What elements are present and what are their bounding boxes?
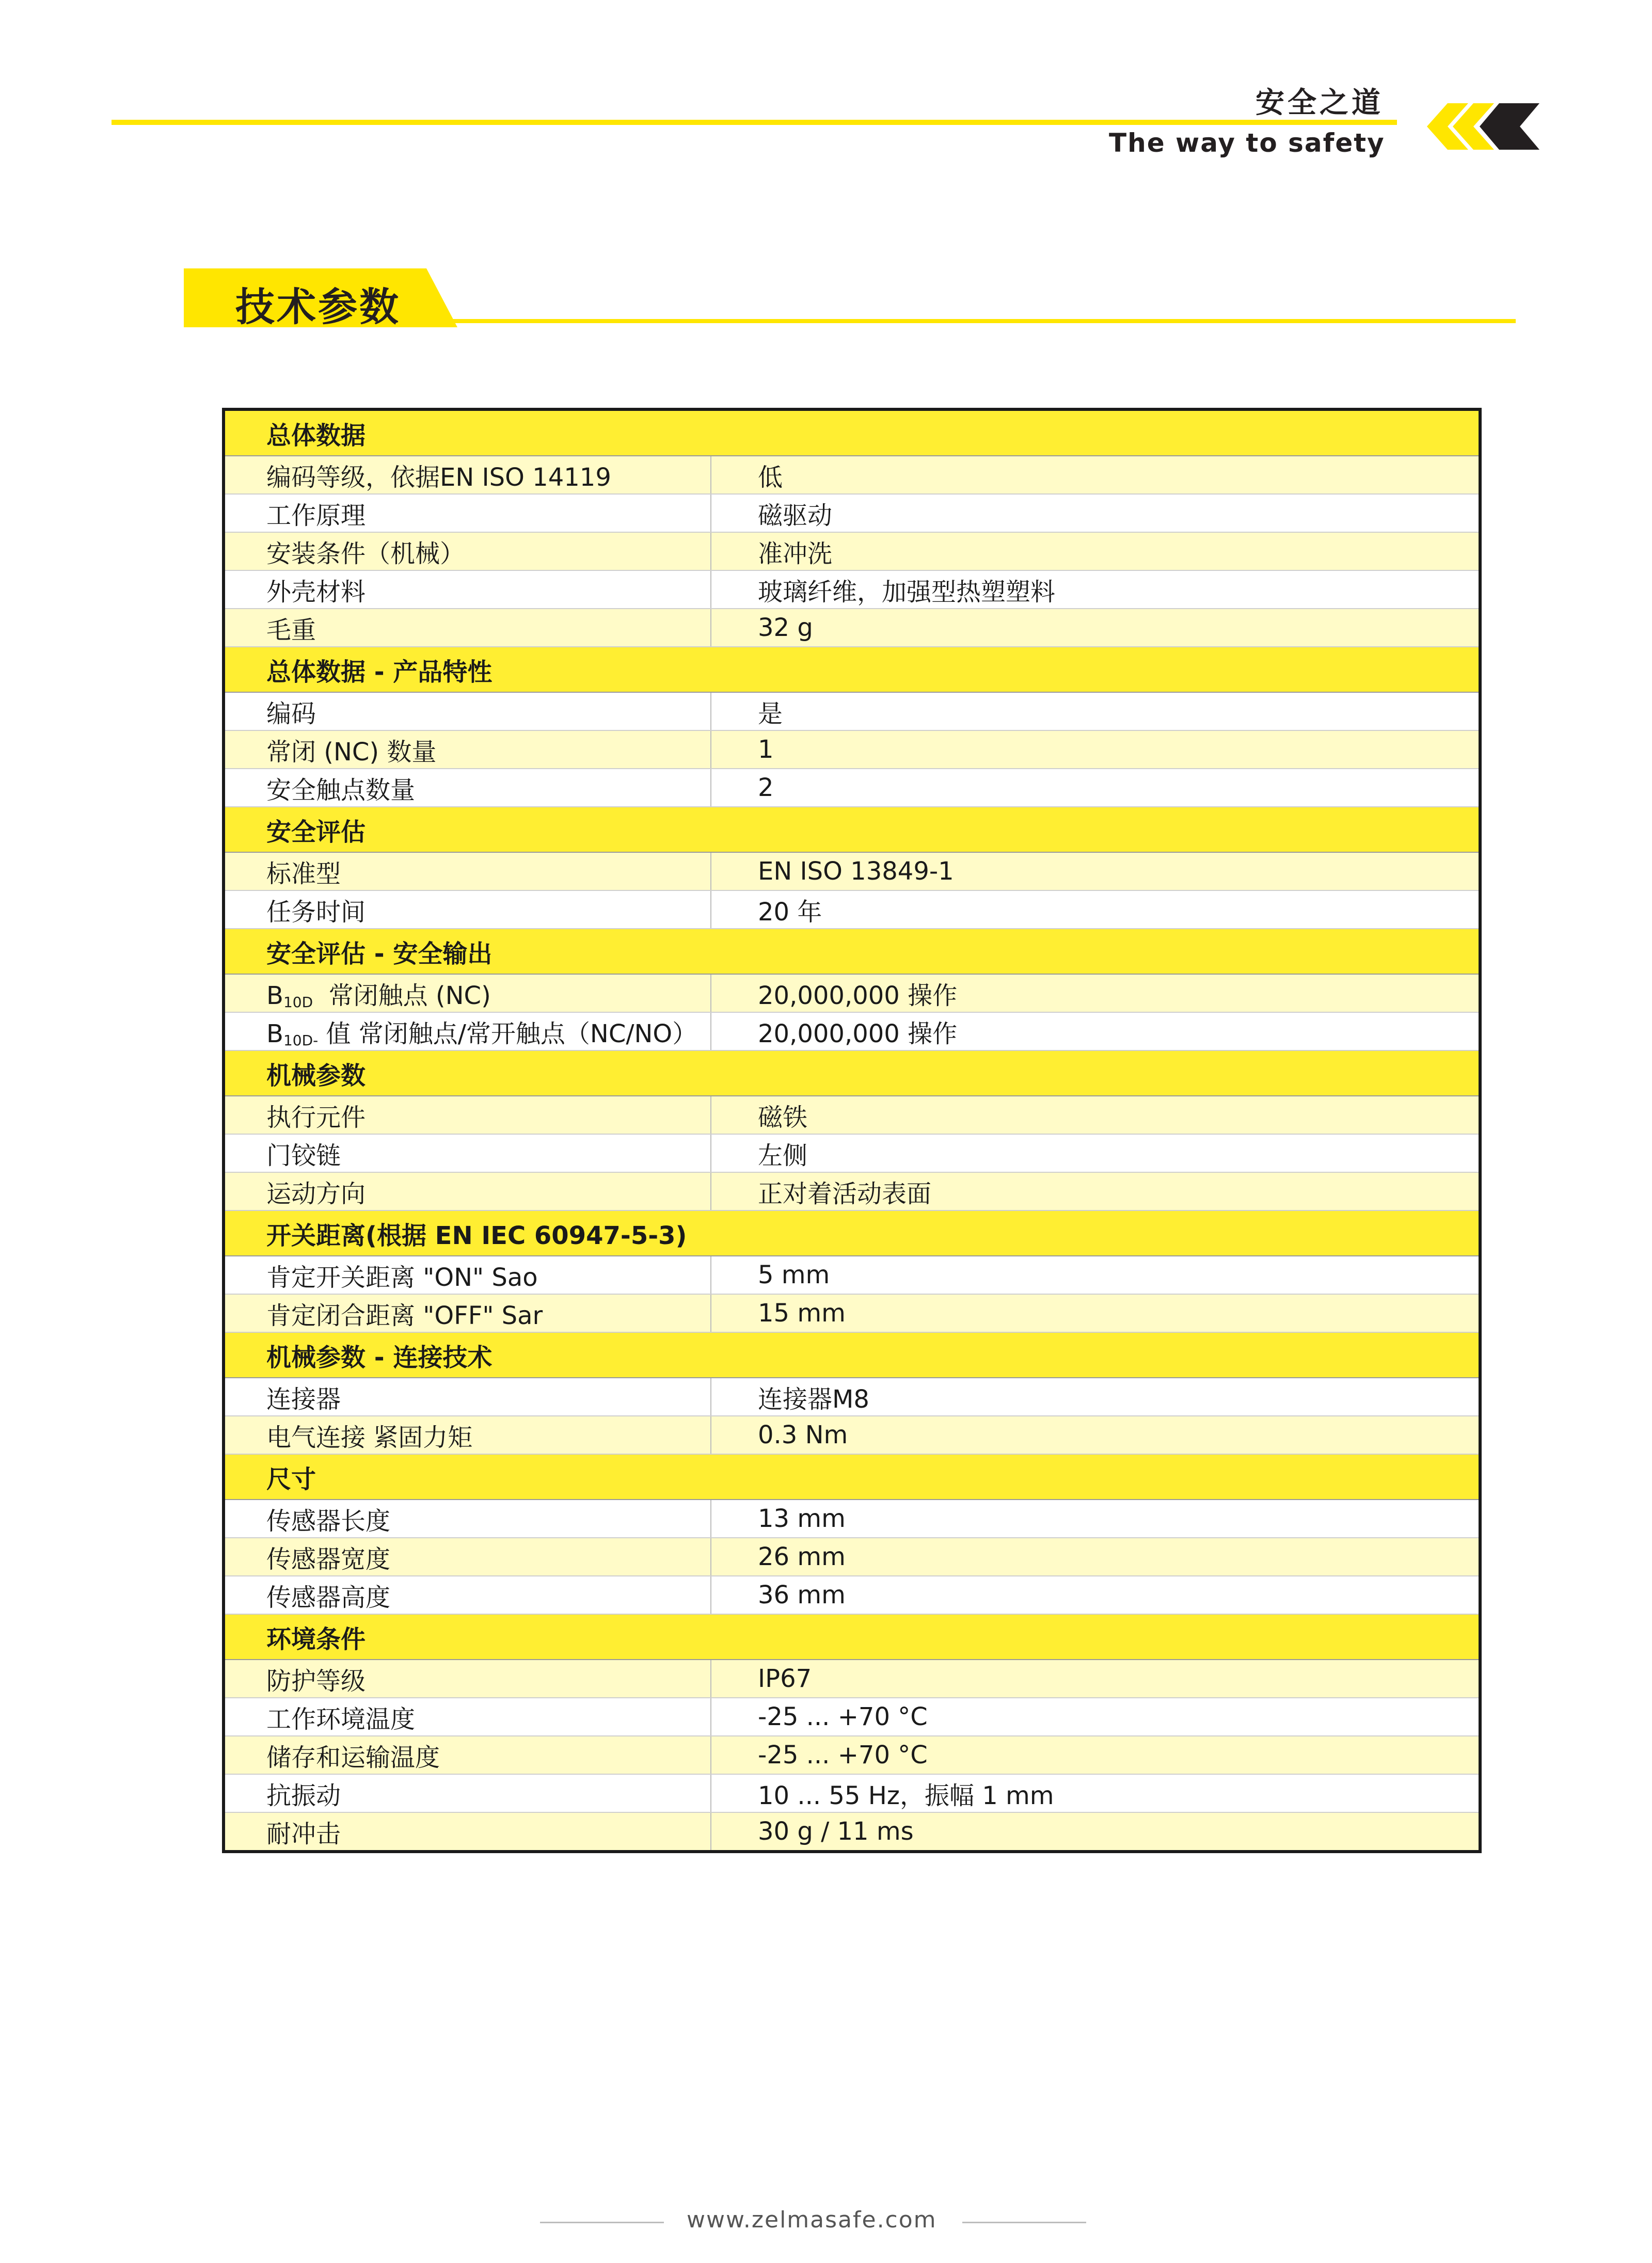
table-row [224, 609, 1480, 647]
table-row [224, 852, 1480, 890]
table-row [224, 769, 1480, 807]
table-row [224, 890, 1480, 929]
table-row [224, 570, 1480, 609]
section-header-row [224, 929, 1480, 974]
row-value: 1 [711, 730, 1480, 769]
row-value: 玻璃纤维，加强型热塑塑料 [711, 570, 1480, 609]
row-label: 外壳材料 [224, 570, 711, 609]
row-value: 磁驱动 [711, 494, 1480, 532]
table-row [224, 494, 1480, 532]
label-text: 值 常闭触点/常开触点（NC/NO） [318, 1019, 697, 1048]
brand-name-cn: 安全之道 [1256, 86, 1384, 120]
label-symbol: B [266, 981, 283, 1010]
section-header: 机械参数 - 连接技术 [224, 1332, 1480, 1378]
brand-slogan: The way to safety [1109, 128, 1385, 158]
row-label: 传感器宽度 [224, 1538, 711, 1576]
row-value: 32 g [711, 609, 1480, 647]
table-row [224, 1096, 1480, 1134]
section-header-row [224, 1332, 1480, 1378]
table-row [224, 1774, 1480, 1812]
row-label: 抗振动 [224, 1774, 711, 1812]
table-row [224, 730, 1480, 769]
row-label: 连接器 [224, 1378, 711, 1416]
table-row [224, 1812, 1480, 1852]
label-symbol: B [266, 1019, 283, 1048]
row-value: 正对着活动表面 [711, 1172, 1480, 1210]
row-label [224, 1012, 711, 1050]
header-rule [112, 120, 1397, 125]
row-value: 连接器M8 [711, 1378, 1480, 1416]
table-row [224, 1538, 1480, 1576]
table-row [224, 1294, 1480, 1332]
row-value: 20,000,000 操作 [711, 974, 1480, 1012]
table-row [224, 1134, 1480, 1172]
label-text: 常闭触点 (NC) [313, 981, 491, 1010]
section-header-row [224, 647, 1480, 692]
row-label: 运动方向 [224, 1172, 711, 1210]
row-value: EN ISO 13849-1 [711, 852, 1480, 890]
row-value: 准冲洗 [711, 532, 1480, 570]
table-row [224, 1256, 1480, 1294]
row-label: 安全触点数量 [224, 769, 711, 807]
row-label: 门铰链 [224, 1134, 711, 1172]
table-row [224, 1378, 1480, 1416]
row-label: 储存和运输温度 [224, 1736, 711, 1774]
row-label: 执行元件 [224, 1096, 711, 1134]
section-header-row [224, 1614, 1480, 1660]
spec-table [222, 408, 1482, 1853]
section-header: 安全评估 - 安全输出 [224, 929, 1480, 974]
table-row [224, 1172, 1480, 1210]
section-header-row [224, 1210, 1480, 1256]
table-row [224, 532, 1480, 570]
row-value: 是 [711, 692, 1480, 730]
spec-table-body [224, 409, 1480, 1852]
row-label: 防护等级 [224, 1660, 711, 1698]
label-subscript: 10D [283, 993, 313, 1011]
section-header: 开关距离(根据 EN IEC 60947-5-3) [224, 1210, 1480, 1256]
section-header-row [224, 1454, 1480, 1500]
row-label: 标准型 [224, 852, 711, 890]
section-header: 环境条件 [224, 1614, 1480, 1660]
table-row [224, 1012, 1480, 1050]
row-value: 10 ... 55 Hz，振幅 1 mm [711, 1774, 1480, 1812]
row-value: 13 mm [711, 1500, 1480, 1538]
section-header: 总体数据 [224, 409, 1480, 456]
row-label: 肯定开关距离 "ON" Sao [224, 1256, 711, 1294]
row-label: 传感器高度 [224, 1576, 711, 1614]
row-label: 毛重 [224, 609, 711, 647]
footer-rule-left [540, 2222, 664, 2223]
row-label: 肯定闭合距离 "OFF" Sar [224, 1294, 711, 1332]
row-value: 15 mm [711, 1294, 1480, 1332]
footer-url[interactable]: www.zelmasafe.com [687, 2207, 937, 2233]
row-value: 20 年 [711, 890, 1480, 929]
row-label: 编码 [224, 692, 711, 730]
table-row [224, 1576, 1480, 1614]
row-value: IP67 [711, 1660, 1480, 1698]
section-header: 机械参数 [224, 1050, 1480, 1096]
row-label: 电气连接 紧固力矩 [224, 1416, 711, 1454]
row-label: 工作原理 [224, 494, 711, 532]
row-value: -25 ... +70 °C [711, 1736, 1480, 1774]
row-value: 低 [711, 456, 1480, 494]
table-row [224, 1416, 1480, 1454]
table-row [224, 456, 1480, 494]
section-header-row [224, 1050, 1480, 1096]
section-header: 总体数据 - 产品特性 [224, 647, 1480, 692]
table-row [224, 692, 1480, 730]
row-value: 2 [711, 769, 1480, 807]
row-value: 左侧 [711, 1134, 1480, 1172]
row-label: 耐冲击 [224, 1812, 711, 1852]
row-value: -25 ... +70 °C [711, 1698, 1480, 1736]
row-value: 26 mm [711, 1538, 1480, 1576]
row-label [224, 974, 711, 1012]
page-title: 技术参数 [235, 284, 401, 330]
table-row [224, 1660, 1480, 1698]
section-header: 安全评估 [224, 807, 1480, 852]
row-value: 20,000,000 操作 [711, 1012, 1480, 1050]
row-label: 传感器长度 [224, 1500, 711, 1538]
row-value: 36 mm [711, 1576, 1480, 1614]
section-header-row [224, 409, 1480, 456]
row-value: 0.3 Nm [711, 1416, 1480, 1454]
row-value: 5 mm [711, 1256, 1480, 1294]
row-value: 30 g / 11 ms [711, 1812, 1480, 1852]
row-label: 工作环境温度 [224, 1698, 711, 1736]
row-value: 磁铁 [711, 1096, 1480, 1134]
row-label: 常闭 (NC) 数量 [224, 730, 711, 769]
table-row [224, 974, 1480, 1012]
row-label: 任务时间 [224, 890, 711, 929]
row-label: 安装条件（机械） [224, 532, 711, 570]
table-row [224, 1500, 1480, 1538]
chevron-logo-icon [1417, 103, 1540, 150]
section-header: 尺寸 [224, 1454, 1480, 1500]
section-header-row [224, 807, 1480, 852]
table-row [224, 1736, 1480, 1774]
footer-rule-right [962, 2222, 1086, 2223]
label-subscript: 10D- [283, 1031, 319, 1049]
table-row [224, 1698, 1480, 1736]
title-rule [442, 319, 1516, 323]
row-label: 编码等级，依据EN ISO 14119 [224, 456, 711, 494]
